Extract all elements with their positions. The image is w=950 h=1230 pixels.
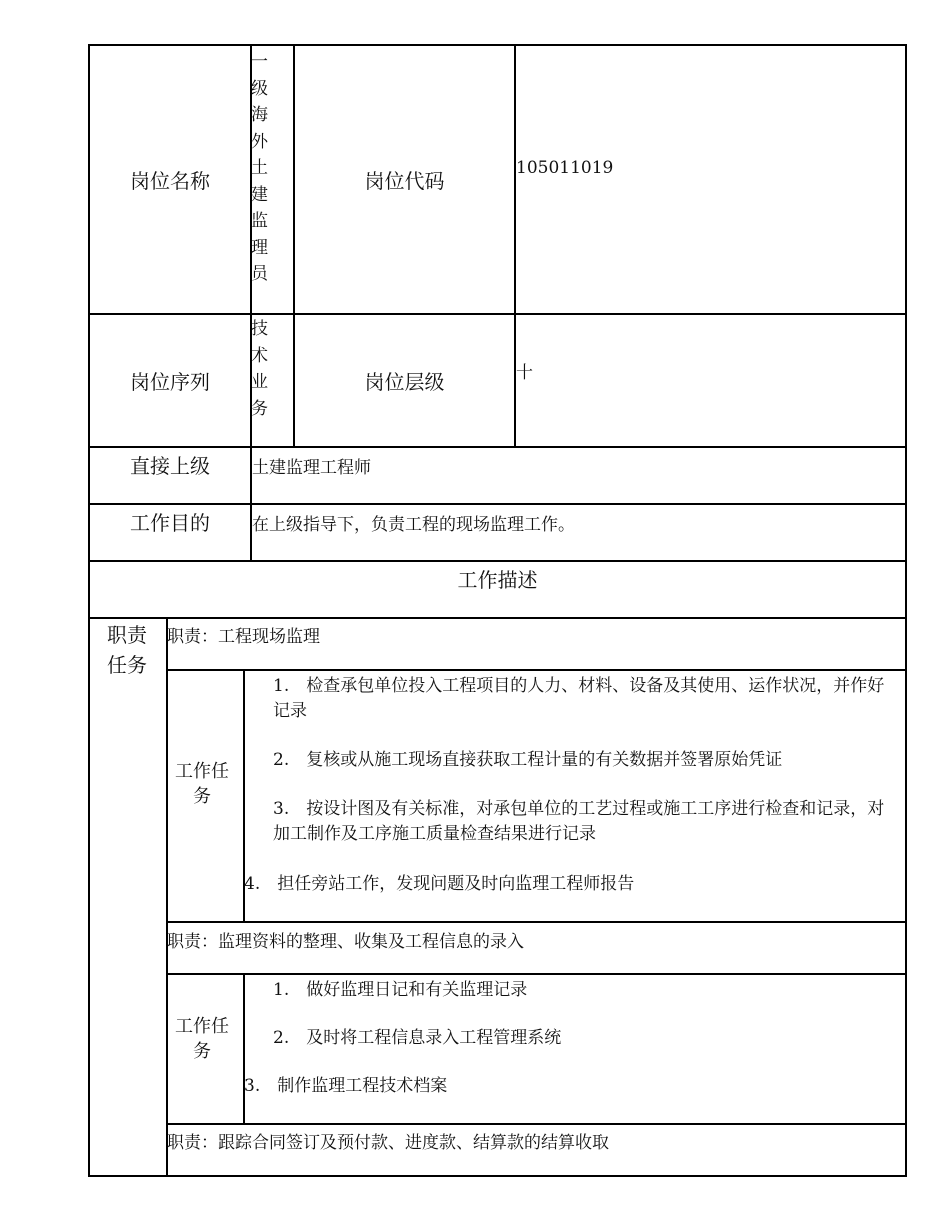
row-divider — [166, 669, 907, 671]
work-task-label: 工作任务 — [175, 761, 229, 807]
row-divider — [166, 973, 907, 975]
duties-label: 职责任务 — [107, 623, 147, 677]
task-item: 4. 担任旁站工作，发现问题及时向监理工程师报告 — [244, 874, 635, 894]
task-item: 2. 及时将工程信息录入工程管理系统 — [273, 1028, 562, 1048]
position-level-value: 十 — [516, 363, 533, 383]
task-item: 2. 复核或从施工现场直接获取工程计量的有关数据并签署原始凭证 — [273, 750, 783, 770]
task-item: 3. 制作监理工程技术档案 — [244, 1076, 448, 1096]
task-item: 3. 按设计图及有关标准，对承包单位的工艺过程或施工工序进行检查和记录，对加工制作及工序施工质量检查结果进行记录 — [273, 799, 885, 844]
position-code-label: 岗位代码 — [364, 169, 445, 193]
position-level-label: 岗位层级 — [364, 370, 445, 394]
row-divider — [88, 617, 907, 619]
col-divider — [514, 44, 516, 446]
duty-title: 职责：工程现场监理 — [167, 627, 320, 647]
position-series-value: 技术业务 — [251, 319, 268, 419]
duty-title: 职责：监理资料的整理、收集及工程信息的录入 — [167, 932, 524, 952]
position-name-label: 岗位名称 — [130, 169, 210, 193]
direct-superior-value: 土建监理工程师 — [252, 458, 371, 478]
col-divider — [166, 617, 168, 1177]
position-name-value: 一级海外土建监理员 — [251, 52, 268, 284]
work-purpose-label: 工作目的 — [130, 510, 210, 535]
work-description-title: 工作描述 — [457, 567, 538, 592]
work-purpose-value: 在上级指导下，负责工程的现场监理工作。 — [252, 515, 575, 535]
position-series-label: 岗位序列 — [130, 370, 210, 394]
row-divider — [166, 921, 907, 923]
task-item: 1. 检查承包单位投入工程项目的人力、材料、设备及其使用、运作状况，并作好记录 — [273, 676, 885, 721]
row-divider — [166, 1123, 907, 1125]
work-task-label: 工作任务 — [175, 1016, 229, 1062]
task-item: 1. 做好监理日记和有关监理记录 — [273, 980, 528, 1000]
position-code-value: 105011019 — [516, 158, 614, 178]
duty-title: 职责：跟踪合同签订及预付款、进度款、结算款的结算收取 — [167, 1133, 609, 1153]
col-divider — [243, 973, 245, 1123]
direct-superior-label: 直接上级 — [130, 453, 210, 478]
